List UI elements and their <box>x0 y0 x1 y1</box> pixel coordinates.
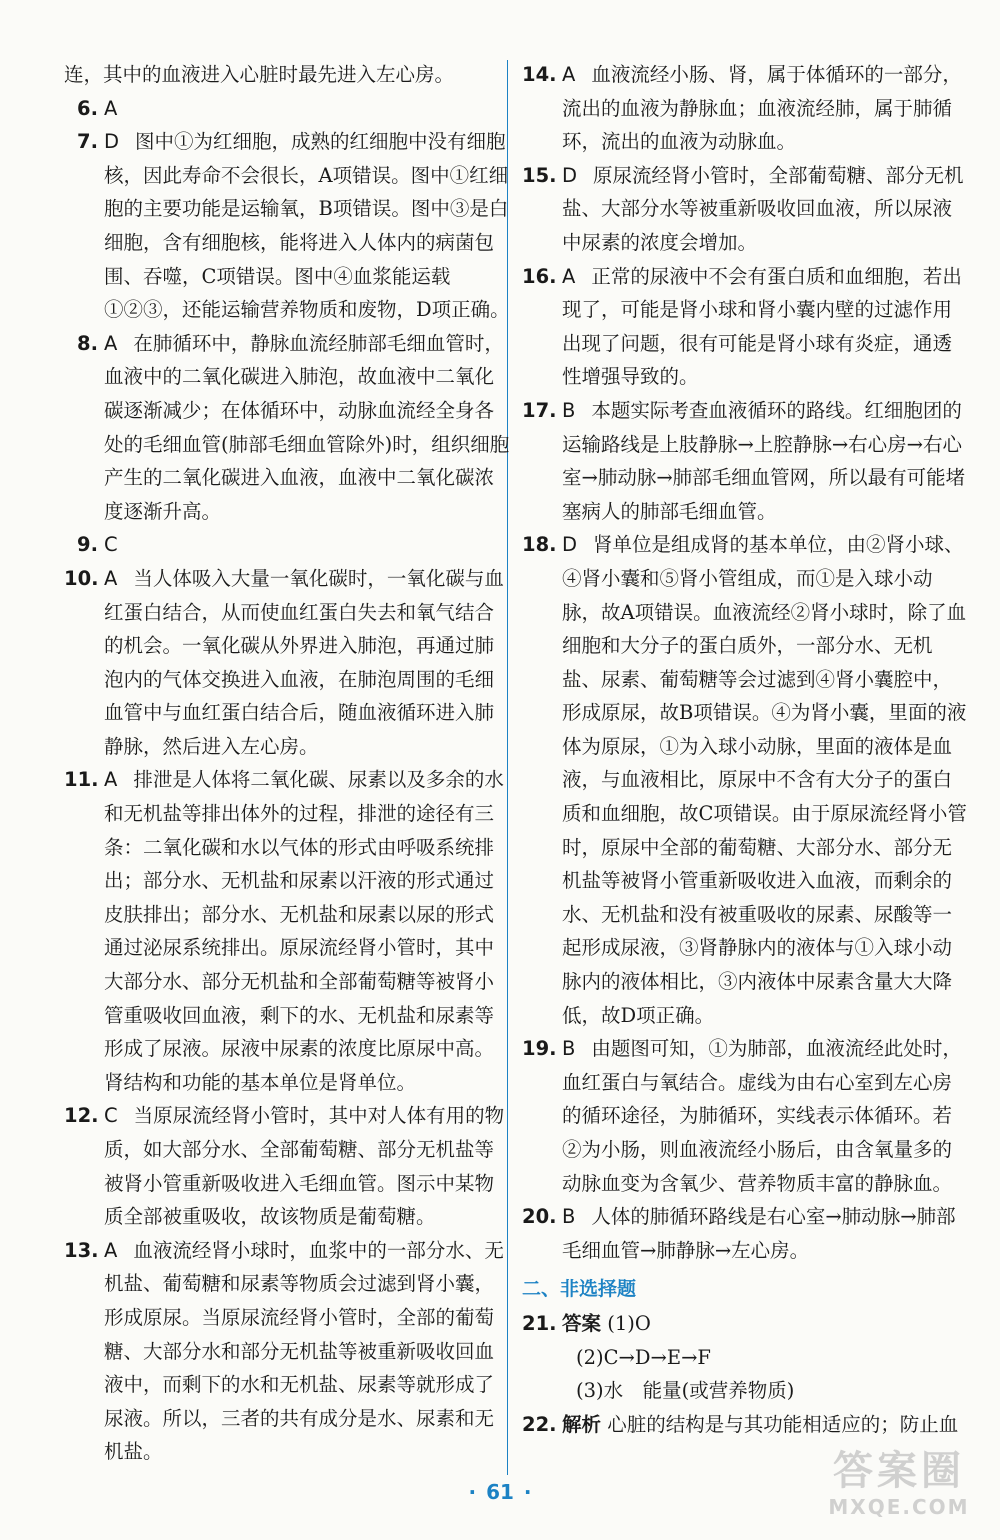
item-answer: D <box>562 533 578 557</box>
item-explanation: 当原尿流经肾小管时，其中对人体有用的物质，如大部分水、全部葡萄糖、部分无机盐等被肾小管重新吸收进入毛细血管。图示中某物质全部被重吸收，故该物质是葡萄糖。 <box>104 1104 505 1229</box>
answer-item-18 <box>522 528 969 1032</box>
continuation-text: 连，其中的血液进入心脏时最先进入左心房。 <box>64 63 455 86</box>
item-explanation: 原尿流经肾小管时，全部葡萄糖、部分无机盐、大部分水等被重新吸收回血液，所以尿液中尿素的浓度会增加。 <box>562 163 964 254</box>
item-answer: A <box>104 96 118 120</box>
answer-item-13 <box>64 1234 511 1469</box>
answer-item-9 <box>64 528 511 562</box>
item-number: 22. <box>522 1412 557 1436</box>
item-explanation: 由题图可知，①为肺部，血液流经此处时，血红蛋白与氧结合。虚线为由右心室到左心房的循环途径，为肺循环，实线表示体循环。若②为小肠，则血液流经小肠后，由含氧量多的动脉血变为含氧少、营养物质丰富的静脉血。 <box>562 1037 962 1195</box>
item-explanation: 血液流经肾小球时，血浆中的一部分水、无机盐、葡萄糖和尿素等物质会过滤到肾小囊，形成原尿。当原尿流经肾小管时，全部的葡萄糖、大部分水和部分无机盐等被重新吸收回血液中，而剩下的水和无机盐、尿素等就形成了尿液。所以，三者的共有成分是水、尿素和无机盐。 <box>104 1238 504 1464</box>
item-number: 8. <box>77 331 98 355</box>
item-answer: B <box>562 1205 576 1229</box>
item-answer: A <box>104 768 118 792</box>
item-answer: A <box>104 331 118 355</box>
item-number: 18. <box>522 533 557 557</box>
item-explanation: 血液流经小肠、肾，属于体循环的一部分，流出的血液为静脉血；血液流经肺，属于肺循环，流出的血液为动脉血。 <box>562 63 962 154</box>
item-answer: B <box>562 1037 576 1061</box>
item-answer: A <box>562 264 576 288</box>
item-explanation: 肾单位是组成肾的基本单位，由②肾小球、④肾小囊和⑤肾小管组成，而①是入球小动脉，故A项错误。血液流经②肾小球时，除了血细胞和大分子的蛋白质外，一部分水、无机盐、尿素、葡萄糖等会过滤到④肾小囊腔中，形成原尿，故B项错误。④为肾小囊，里面的液体为原尿，①为入球小动脉，里面的液体是血液，与血液相比，原尿中不含有大分子的蛋白质和血细胞，故C项错误。由于原尿流经肾小管时，原尿中全部的葡萄糖、大部分水、部分无机盐等被肾小管重新吸收进入血液，而剩余的水、无机盐和没有被重吸收的尿素、尿酸等一起形成尿液，③肾静脉内的液体与①入球小动脉内的液体相比，③内液体中尿素含量大大降低，故D项正确。 <box>562 533 967 1027</box>
answer-item-7 <box>64 125 511 327</box>
item-number: 14. <box>522 63 557 86</box>
item-answer: B <box>562 398 576 422</box>
answer-item-20 <box>522 1200 969 1267</box>
answer-item-8 <box>64 327 511 529</box>
watermark-title: 答案圈 <box>833 1448 965 1494</box>
page-dot-right: · <box>523 1480 532 1504</box>
watermark-url: MXQE.COM <box>828 1495 970 1519</box>
item-number: 6. <box>77 96 98 120</box>
item-answer: D <box>562 163 578 187</box>
answer-item-15 <box>522 159 969 260</box>
analysis-label: 解析 <box>562 1412 602 1436</box>
item-answer: C <box>104 533 118 557</box>
item-explanation: 本题实际考查血液循环的路线。红细胞团的运输路线是上肢静脉→上腔静脉→右心房→右心室→肺动脉→肺部毛细血管网，所以最有可能堵塞病人的肺部毛细血管。 <box>562 398 966 523</box>
item-number: 21. <box>522 1311 557 1335</box>
item-number: 19. <box>522 1037 557 1061</box>
item-number: 16. <box>522 264 557 288</box>
item-answer: A <box>562 63 576 86</box>
answer-item-14 <box>522 58 969 159</box>
item-answer: A <box>104 566 118 590</box>
item-explanation: 心脏的结构是与其功能相适应的；防止血 <box>607 1412 959 1436</box>
item-answer: C <box>104 1104 118 1128</box>
right-column <box>522 58 969 1441</box>
item-number: 10. <box>64 566 99 590</box>
answer-item-6 <box>64 92 511 126</box>
item-explanation: 排泄是人体将二氧化碳、尿素以及多余的水和无机盐等排出体外的过程，排泄的途径有三条：二氧化碳和水以气体的形式由呼吸系统排出；部分水、无机盐和尿素以汗液的形式通过皮肤排出；部分水、无机盐和尿素以尿的形式通过泌尿系统排出。原尿流经肾小管时，其中大部分水、部分无机盐和全部葡萄糖等被肾小管重吸收回血液，剩下的水、无机盐和尿素等形成了尿液。尿液中尿素的浓度比原尿中高。肾结构和功能的基本单位是肾单位。 <box>104 768 504 1094</box>
item-number: 9. <box>77 533 98 557</box>
answer-item-19 <box>522 1032 969 1200</box>
page-dot-left: · <box>468 1480 477 1504</box>
answer-item-10 <box>64 562 511 764</box>
answer-item-22 <box>522 1408 969 1442</box>
item-explanation: 在肺循环中，静脉血流经肺部毛细血管时，血液中的二氧化碳进入肺泡，故血液中二氧化碳逐渐减少；在体循环中，动脉血流经全身各处的毛细血管(肺部毛细血管除外)时，组织细胞产生的二氧化碳进入血液，血液中二氧化碳浓度逐渐升高。 <box>104 331 510 523</box>
answer-item-21 <box>522 1307 969 1341</box>
answer-item-12 <box>64 1099 511 1233</box>
watermark-logo <box>824 1448 974 1526</box>
answer-item-17 <box>522 394 969 528</box>
item-explanation: 当人体吸入大量一氧化碳时，一氧化碳与血红蛋白结合，从而使血红蛋白失去和氧气结合的机会。一氧化碳从外界进入肺泡，再通过肺泡内的气体交换进入血液，在肺泡周围的毛细血管中与血红蛋白结合后，随血液循环进入肺静脉，然后进入左心房。 <box>104 566 504 758</box>
item-number: 7. <box>77 130 98 154</box>
item-number: 15. <box>522 163 557 187</box>
item-number: 20. <box>522 1205 557 1229</box>
page-number-value: 61 <box>486 1480 514 1504</box>
item-explanation: 人体的肺循环路线是右心室→肺动脉→肺部毛细血管→肺静脉→左心房。 <box>562 1205 956 1262</box>
item-explanation: 正常的尿液中不会有蛋白质和血细胞，若出现了，可能是肾小球和肾小囊内壁的过滤作用出现了问题，很有可能是肾小球有炎症，通透性增强导致的。 <box>562 264 962 389</box>
answer-label: 答案 <box>562 1311 602 1335</box>
item-number: 17. <box>522 398 557 422</box>
answer-item-11 <box>64 763 511 1099</box>
answer-line-1: (1)O <box>607 1311 651 1335</box>
section-title: 二、非选择题 <box>522 1278 637 1301</box>
answer-line-3: (3)水 能量(或营养物质) <box>576 1379 795 1403</box>
item-answer: D <box>104 130 120 154</box>
item-explanation: 图中①为红细胞，成熟的红细胞中没有细胞核，因此寿命不会很长，A项错误。图中①红细胞的主要功能是运输氧，B项错误。图中③是白细胞，含有细胞核，能将进入人体内的病菌包围、吞噬，C项错误。图中④血浆能运载①②③，还能运输营养物质和废物，D项正确。 <box>104 130 510 322</box>
left-column <box>64 58 511 1469</box>
item-number: 11. <box>64 768 99 792</box>
item-number: 13. <box>64 1238 99 1262</box>
answer-item-16 <box>522 260 969 394</box>
item-answer: A <box>104 1238 118 1262</box>
answer-line-2: (2)C→D→E→F <box>576 1345 711 1369</box>
item-number: 12. <box>64 1104 99 1128</box>
